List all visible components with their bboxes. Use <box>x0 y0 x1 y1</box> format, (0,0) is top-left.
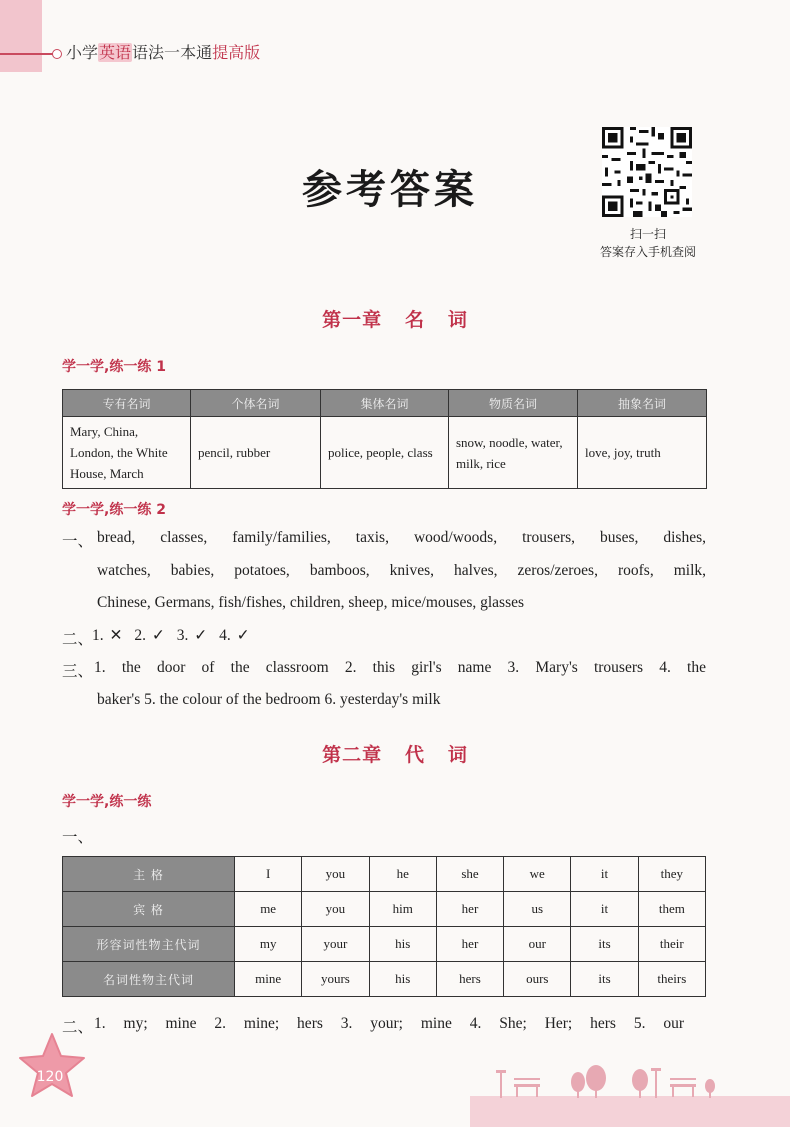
noun-table-cell: Mary, China, London, the White House, March <box>63 417 191 489</box>
book-title <box>66 40 260 63</box>
answer-label-1: 一、 <box>62 532 94 550</box>
pronoun-table-row <box>63 892 706 927</box>
check-mark-icon: ✓ <box>236 626 250 644</box>
mark-number: 4. <box>219 627 231 644</box>
answer-label-5: 二、 <box>62 1018 94 1036</box>
mark-number: 3. <box>176 627 189 644</box>
chapter-1-title: 第一章 名 词 <box>322 309 468 331</box>
book-title-part3: 本通 <box>180 43 213 62</box>
noun-table-header: 抽象名词 <box>578 390 707 417</box>
book-title-part1: 小学 <box>66 43 99 62</box>
header-pink-tab <box>0 0 42 72</box>
answer-label-4: 一、 <box>62 828 94 846</box>
pronoun-row-head: 形容词性物主代词 <box>63 927 235 962</box>
pronoun-cell: my <box>235 927 302 962</box>
pronoun-cell: him <box>369 892 436 927</box>
noun-table-row <box>63 417 707 489</box>
pronoun-cell: it <box>571 892 638 927</box>
pronoun-cell: they <box>638 857 705 892</box>
pronoun-cell: you <box>302 857 369 892</box>
pronoun-row-head: 名词性物主代词 <box>63 962 235 997</box>
section-heading-2: 学一学,练一练 2 <box>62 502 166 518</box>
pronoun-cell: hers <box>436 962 503 997</box>
page-number: 120 <box>36 1069 64 1085</box>
qr-caption-line1: 扫一扫 <box>629 227 666 241</box>
header-dot <box>52 49 62 59</box>
pronoun-cell: its <box>571 927 638 962</box>
noun-table-cell: love, joy, truth <box>578 417 707 489</box>
pronoun-cell: you <box>302 892 369 927</box>
pronoun-cell: our <box>504 927 571 962</box>
pronoun-cell: his <box>369 962 436 997</box>
noun-table-cell: pencil, rubber <box>191 417 321 489</box>
noun-table-header: 专有名词 <box>63 390 191 417</box>
pronoun-cell: ours <box>504 962 571 997</box>
mark-number: 1. <box>92 627 104 644</box>
answer-label-3: 三、 <box>62 662 94 680</box>
pronoun-cell: yours <box>302 962 369 997</box>
pronoun-table <box>62 856 706 997</box>
pronoun-cell: them <box>638 892 705 927</box>
noun-table-cell: snow, noodle, water, milk, rice <box>449 417 578 489</box>
pronoun-cell: we <box>504 857 571 892</box>
pronoun-cell: his <box>369 927 436 962</box>
noun-table-cell: police, people, class <box>321 417 449 489</box>
answer-line: 1. the door of the classroom 2. this girl's name 3. Mary's trousers 4. the <box>94 659 706 676</box>
pronoun-cell: me <box>235 892 302 927</box>
answer-line: Chinese, Germans, fish/fishes, children, sheep, mice/mouses, glasses <box>97 594 525 611</box>
section-heading-1: 学一学,练一练 1 <box>62 359 166 375</box>
pronoun-cell: I <box>235 857 302 892</box>
pronoun-table-row <box>63 857 706 892</box>
book-title-sep: 一 <box>164 43 181 62</box>
chapter-2-title: 第二章 代 词 <box>322 744 468 766</box>
pronoun-cell: her <box>436 892 503 927</box>
noun-table-header-row <box>63 390 707 417</box>
book-title-highlight: 英语 <box>99 43 132 62</box>
mark-number: 2. <box>134 627 146 644</box>
park-decoration-icon <box>490 1064 730 1100</box>
pronoun-cell: its <box>571 962 638 997</box>
pronoun-cell: it <box>571 857 638 892</box>
page-title: 参考答案 <box>302 167 478 213</box>
pronoun-cell: us <box>504 892 571 927</box>
pronoun-cell: theirs <box>638 962 705 997</box>
answer-label-2: 二、 <box>62 630 94 648</box>
pronoun-table-row <box>63 962 706 997</box>
answer-marks <box>92 626 252 645</box>
check-mark-icon: ✓ <box>151 626 165 644</box>
pronoun-cell: their <box>638 927 705 962</box>
book-title-part2: 语法 <box>132 43 165 62</box>
pronoun-cell: mine <box>235 962 302 997</box>
pronoun-row-head: 宾 格 <box>63 892 235 927</box>
noun-table-header: 个体名词 <box>191 390 321 417</box>
header-rule <box>0 53 60 55</box>
answer-line: 1. my; mine 2. mine; hers 3. your; mine 4. She; Her; hers 5. our <box>94 1015 684 1032</box>
noun-table-header: 物质名词 <box>449 390 578 417</box>
noun-table-header: 集体名词 <box>321 390 449 417</box>
qr-caption-line2: 答案存入手机查阅 <box>599 245 696 259</box>
qr-code-icon[interactable] <box>602 127 692 217</box>
answer-line: bread, classes, family/families, taxis, wood/woods, trousers, buses, dishes, <box>97 529 706 546</box>
pronoun-cell: she <box>436 857 503 892</box>
page-number-star-icon <box>18 1032 86 1100</box>
book-title-edition: 提高版 <box>212 43 261 62</box>
pronoun-cell: her <box>436 927 503 962</box>
answer-line: watches, babies, potatoes, bamboos, knives, halves, zeros/zeroes, roofs, milk, <box>97 562 706 579</box>
footer-band <box>470 1096 790 1127</box>
noun-table <box>62 389 707 489</box>
pronoun-row-head: 主 格 <box>63 857 235 892</box>
section-heading-3: 学一学,练一练 <box>62 794 152 810</box>
pronoun-cell: your <box>302 927 369 962</box>
answer-line: baker's 5. the colour of the bedroom 6. yesterday's milk <box>97 691 441 708</box>
cross-mark-icon: ✕ <box>109 626 123 644</box>
pronoun-cell: he <box>369 857 436 892</box>
pronoun-table-row <box>63 927 706 962</box>
check-mark-icon: ✓ <box>194 626 208 644</box>
qr-caption <box>580 225 716 261</box>
